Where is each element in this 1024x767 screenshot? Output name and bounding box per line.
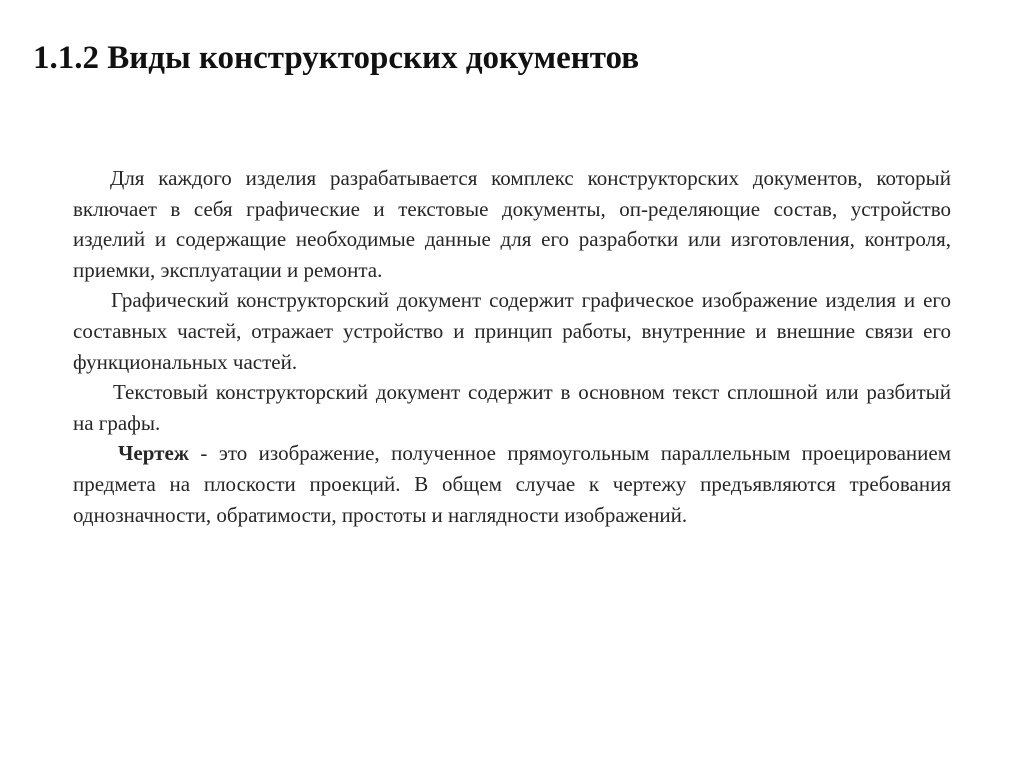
slide-body bbox=[73, 163, 951, 530]
paragraph-text: Текстовый конструкторский документ содержит в основном текст сплошной или разбитый на графы. bbox=[73, 380, 951, 435]
paragraph-text: Графический конструкторский документ содержит графическое изображение изделия и его составных частей, отражает устройство и принцип работы, внутренние и внешние связи его функциональных частей. bbox=[73, 288, 951, 374]
paragraph-kit-of-documents bbox=[73, 163, 951, 285]
paragraph-graphic-document bbox=[73, 285, 951, 377]
paragraph-text: - это изображение, полученное прямоугольным параллельным проецированием предмета на плоскости проекций. В общем случае к чертежу предъявляются требования однозначности, обратимости, простоты и наглядности изображений. bbox=[73, 441, 951, 527]
term-drawing: Чертеж bbox=[118, 441, 189, 466]
paragraph-text-document bbox=[73, 377, 951, 438]
paragraph-text: Для каждого изделия разрабатывается комплекс конструкторских документов, который включает в себя графические и текстовые документы, оп-ределяющие состав, устройство изделий и содержащие необходимые данные для его разработки или изготовления, контроля, приемки, эксплуатации и ремонта. bbox=[73, 166, 951, 282]
slide-title: 1.1.2 Виды конструкторских документов bbox=[33, 40, 640, 76]
paragraph-drawing-definition bbox=[73, 438, 951, 530]
